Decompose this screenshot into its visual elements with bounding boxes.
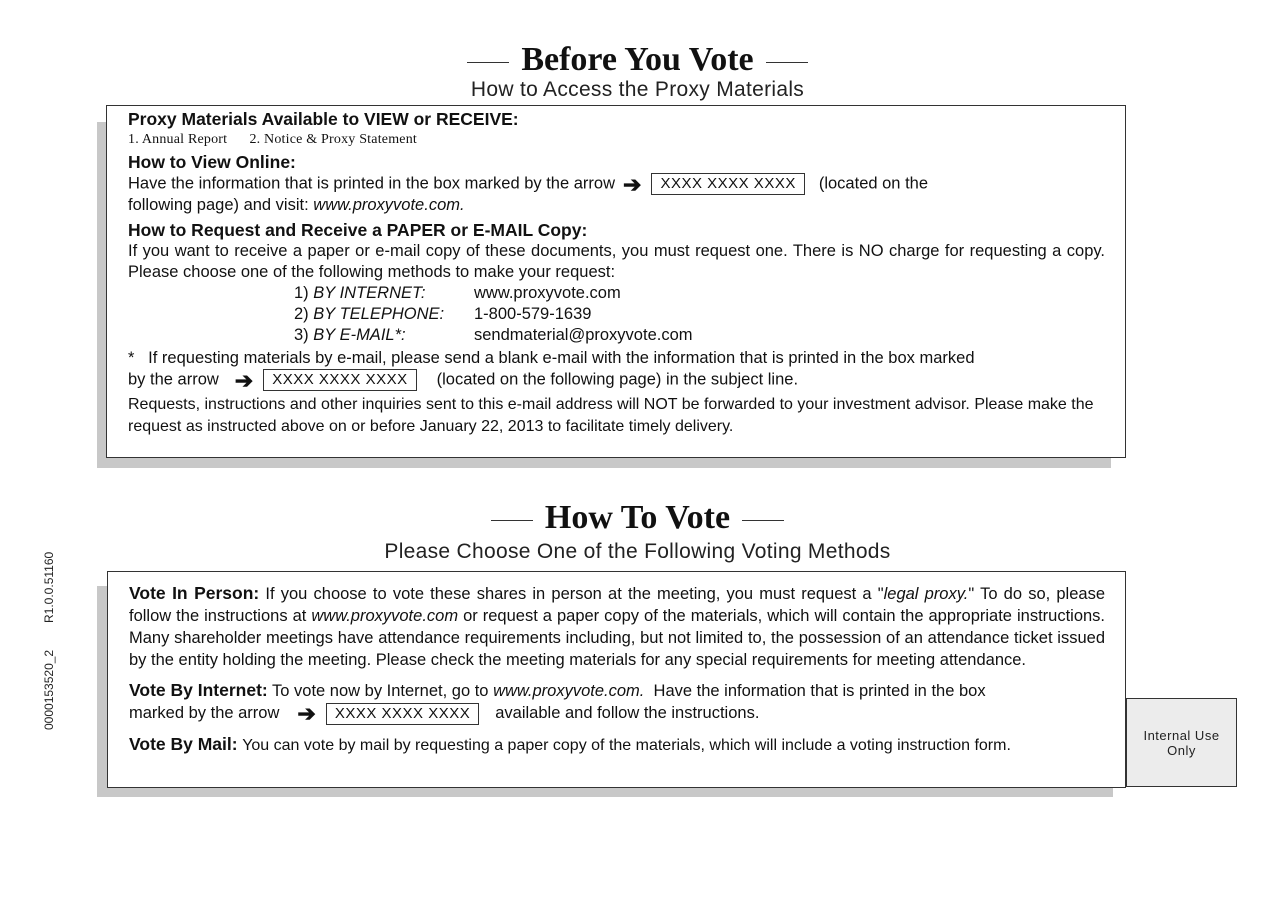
email-note-1: * If requesting materials by e-mail, please send a blank e-mail with the information that is printed in the box marked [128, 349, 975, 367]
vote-by-mail-label: Vote By Mail: [129, 733, 238, 754]
internet-text-2: Have the information that is printed in the box [653, 682, 986, 700]
title-rule-right [742, 520, 784, 521]
section1-subtitle: How to Access the Proxy Materials [470, 78, 805, 101]
method-label-email [294, 325, 474, 346]
internet-text-1: To vote now by Internet, go to [272, 682, 489, 700]
title-rule-right [766, 62, 808, 63]
method-label-internet [294, 283, 474, 304]
control-number-box: XXXX XXXX XXXX [651, 173, 804, 195]
arrow-icon: ➔ [234, 367, 254, 393]
vote-by-mail [129, 733, 1105, 757]
mail-text: You can vote by mail by requesting a paper copy of the materials, which will include a voting instruction form. [242, 736, 1011, 754]
section-title-before-you-vote [0, 40, 1275, 80]
method-label-telephone [294, 304, 474, 325]
method-telephone [128, 304, 1105, 325]
side-document-codes [42, 551, 58, 920]
view-text-3: following page) and visit: [128, 196, 309, 214]
arrow-icon: ➔ [623, 171, 642, 197]
legal-proxy-text: legal proxy. [883, 585, 969, 603]
method-internet [128, 283, 1105, 304]
view-text-2: (located on the [818, 174, 929, 193]
vote-by-internet [129, 679, 1105, 725]
control-number-box: XXXX XXXX XXXX [263, 369, 416, 391]
in-person-text-1: If you choose to vote these shares in person at the meeting, you must request a " [265, 585, 884, 603]
title-rule-left [467, 62, 509, 63]
method-num: 1) [294, 284, 309, 302]
request-methods-list [128, 283, 1105, 346]
materials-heading: Proxy Materials Available to VIEW or RECEIVE: [128, 109, 519, 129]
method-num: 2) [294, 305, 309, 323]
email-note [128, 348, 1105, 391]
materials-list: 1. Annual Report 2. Notice & Proxy Statement [128, 132, 417, 147]
requests-note: Requests, instructions and other inquiries sent to this e-mail address will NOT be forwarded to your investment advisor. Please make the request as instructed above on or before January 22, 2013 to facilitate timely delivery. [128, 396, 1094, 435]
control-number-box: XXXX XXXX XXXX [326, 703, 479, 725]
email-note-3: (located on the following page) in the subject line. [436, 370, 799, 389]
internal-use-label: Internal Use Only [1143, 727, 1220, 758]
method-num: 3) [294, 326, 309, 344]
method-value-email[interactable]: sendmaterial@proxyvote.com [474, 326, 693, 344]
view-online-heading: How to View Online: [128, 152, 296, 172]
email-note-2: by the arrow [128, 370, 219, 389]
arrow-icon: ➔ [297, 700, 316, 726]
view-online-text [128, 173, 1105, 216]
side-code-2: R1.0.0.51160 [42, 551, 56, 623]
in-person-text-2: " To do so, please follow the instructions at [129, 585, 1106, 625]
voting-methods-box [107, 571, 1126, 788]
request-heading: How to Request and Receive a PAPER or E-MAIL Copy: [128, 220, 588, 240]
in-person-text-3: or request a paper copy of the materials, which will contain the appropriate instructions. Many shareholder meetings have attendance requirements including, but not limited to, the possession of an attendance ticket issued by the entity holding the meeting. Please check the meeting materials for any special requirements for meeting attendance. [129, 607, 1106, 669]
section-title-how-to-vote [0, 498, 1275, 538]
section2-subtitle: Please Choose One of the Following Voting Methods [384, 540, 891, 563]
proxyvote-link[interactable]: www.proxyvote.com. [493, 682, 645, 700]
internal-use-box [1126, 698, 1237, 787]
method-value-internet[interactable]: www.proxyvote.com [474, 284, 621, 302]
section2-title: How To Vote [544, 499, 731, 536]
side-code-1: 0000153520_2 [42, 649, 56, 730]
request-text: If you want to receive a paper or e-mail copy of these documents, you must request one. There is NO charge for requesting a copy. Please choose one of the following methods to make your request: [128, 242, 1105, 281]
proxyvote-link[interactable]: www.proxyvote.com. [313, 196, 465, 214]
vote-in-person [129, 582, 1105, 671]
method-email [128, 325, 1105, 346]
proxy-materials-box [106, 105, 1126, 458]
title-rule-left [491, 520, 533, 521]
method-value-telephone[interactable]: 1-800-579-1639 [474, 305, 592, 323]
view-text-1: Have the information that is printed in the box marked by the arrow [128, 174, 615, 193]
proxyvote-link[interactable]: www.proxyvote.com [311, 607, 459, 625]
method-label: BY E-MAIL*: [313, 326, 406, 344]
vote-by-internet-label: Vote By Internet: [129, 680, 268, 700]
method-label: BY TELEPHONE: [313, 305, 445, 323]
method-label: BY INTERNET: [313, 284, 426, 302]
internet-text-3: marked by the arrow [129, 704, 280, 722]
section1-title: Before You Vote [521, 41, 754, 78]
vote-in-person-label: Vote In Person: [129, 583, 260, 603]
internet-text-4: available and follow the instructions. [495, 704, 760, 722]
